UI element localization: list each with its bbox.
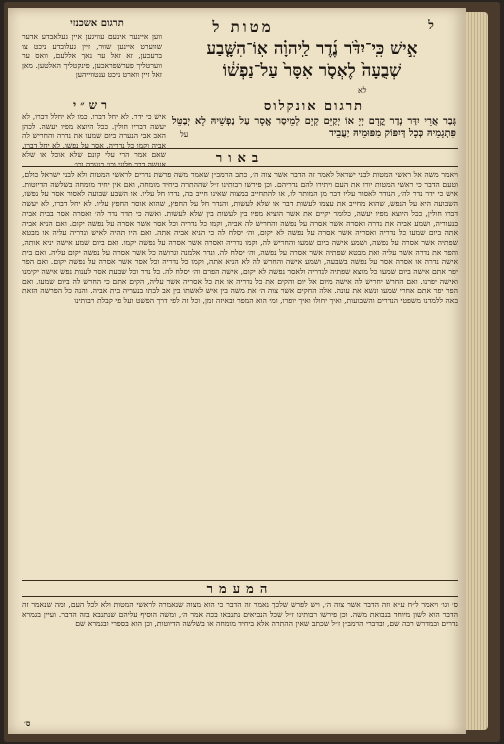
onkelos-heading: תרגום אונקלוס: [263, 99, 365, 114]
rashi-commentary: איש כי ידר. לא יחל דברו. כמו לא יחלל דברו, לא יעשה דבריו חולין. ככל היוצא מפיו יעשה. לכהן האב אבי הנערה ביום שמעו את נדרה והחריש לה אביה וקמו כל נדריה. אסר על נפשו, לא יחל דברו, שאם אמר הרי עלי קונם שלא אוכל או שלא אעשה דבר פלוני וכו׳ בנערה וכו׳: [22, 112, 166, 169]
biur-heading: באור: [215, 151, 265, 166]
biur-commentary: ויאמר משה אל ראשי המטות לבני ישראל לאמר זה הדבר אשר צוה ה׳, כתב הרמב״ן שאמר משה פרשת נדרים לראשי המטות ולא לבני ישראל כולם, וטעם הדבר כי ראשי המטות יורו את העם ויתירו להם נדריהם. וכן פירשו רבותינו ז״ל שההתרה ביחיד מומחה, ואם אין יחיד מומחה בשלשה הדיוטות. איש כי ידר נדר לה׳, הנודר לאסור עליו דבר מן המותר לו, או להתחייב במצוה שאינו חייב בה, נדרו חל עליו. או השבע שבועה לאסור אסר על נפשו, השבועה היא על הנפש, שהוא מחייב את עצמו לעשות דבר או שלא לעשות, והנדר חל על החפץ, שהוא אוסר החפץ עליו. לא יחל דברו, לא יעשה דברו חולין, ככל היוצא מפיו יעשה, כלומר יקיים את אשר הוציא מפיו בין לעשות בין שלא לעשות. ואשה כי תדר נדר לה׳ ואסרה אסר בבית אביה בנעוריה, ושמע אביה את נדרה ואסרה אשר אסרה על נפשה והחריש לה אביה, וקמו כל נדריה וכל אסר אשר אסרה על נפשה יקום. ואם הניא אביה אתה ביום שמעו כל נדריה ואסריה אשר אסרה על נפשה לא יקום, וה׳ יסלח לה כי הניא אביה אתה. ואם היו תהיה לאיש ונדריה עליה או מבטא שפתיה אשר אסרה על נפשה, ושמע אישה ביום שמעו והחריש לה, וקמו נדריה ואסרה אשר אסרה על נפשה יקמו. ואם ביום שמע אישה יניא אותה, והפר את נדרה אשר עליה ואת מבטא שפתיה אשר אסרה על נפשה, וה׳ יסלח לה. ונדר אלמנה וגרושה כל אשר אסרה על נפשה יקום עליה. ואם בית אישה נדרה או אסרה אסר על נפשה בשבעה, ושמע אישה והחרש לה לא הניא אתה, וקמו כל נדריה וכל אסר אשר אסרה על נפשה יקום. ואם הפר יפר אתם אישה ביום שמעו כל מוצא שפתיה לנדריה ולאסר נפשה לא יקום, אישה הפרם וה׳ יסלח לה. כל נדר וכל שבעת אסר לענות נפש אישה יקימנו ואישה יפרנו. ואם החרש יחריש לה אישה מיום אל יום והקים את כל נדריה או את כל אסריה אשר עליה, הקים אתם כי החרש לה ביום שמעו. ואם הפר יפר אתם אחרי שמעו ונשא את עונה. אלה החקים אשר צוה ה׳ את משה בין איש לאשתו בין אב לבתו בנעריה בית אביה. והנה כל הפרשה הזאת באה ללמדנו משפטי הנדרים והשבועות, ואיך יחולו ואיך יופרו, ומי הוא המפר ובאיזה זמן, וכל זה לפי דרך הפשט ועל פי קבלת רבותינו: [22, 170, 458, 306]
onkelos-text: גְּבַר אֲרֵי יִדַּר נְדַר קֳדָם יְיָ אוֹ יְקַיֵּם קְיָם לְמֵיסַר אֱסָר עַל נַפְשֵׁיהּ לָא יְבַטֵּל פִּתְגָמֵיהּ כְּכָל דְּיִפּוֹק מִפּוּמֵיהּ יַעֲבֵיד: [172, 116, 456, 139]
parasha-title: מטות ל: [212, 18, 274, 36]
maamar-commentary: ס׳ וגו׳ ויאמר ל״ח ע״א וזה הדבר אשר צוה ה׳, ויש לפרש שלכך נאמר זה הדבר כי הוא מצוה שנאמרה לראשי המטות ולא לכל העם, ומה שנאמר זה הדבר הוא לשון מיוחד בנבואת משה. וכן פירשו רבותינו ז״ל שכל הנביאים נתנבאו בכה אמר ה׳, ומשה הוסיף עליהם שנתנבא בזה הדבר. ועיין בגמרא נדרים ובמדרש רבה שם, ובדברי הרמב״ן ז״ל שכתב שאין ההתרה אלא ביחיד מומחה או בשלשה הדיוטות, וכן הוא בספרי ובגמרא שם: [22, 600, 458, 629]
maamar-heading: המעמר: [206, 582, 274, 597]
rashi-heading: רש״י: [72, 98, 112, 112]
verse-line-2: שְׁבֻעָה֙ לֶאְסֹ֤ר אִסָּר֙ עַל־נַפְשׁ֔וֹ: [222, 61, 402, 81]
biblical-verse: [168, 38, 456, 82]
onkelos-number: על: [180, 130, 189, 139]
divider-rule: [22, 596, 458, 597]
targum-ashkenazi-text: ווען איינער אינעם עוויגען איין געלאבדע אדער שווערט איינען שווּר, זיין געלובדע ניכט צו ברעכען, זא זאל ער נאך אללעם, וואס ער ווערטליך פערשפראכען, פינקטליך האלטען. מאן זאל זיין ווארט ניכט ענטווייהען: [22, 32, 162, 79]
page-edges: [466, 12, 488, 730]
verse-number: לא: [358, 86, 367, 95]
book-page: [8, 8, 466, 734]
divider-rule: [22, 148, 458, 149]
chapter-mark: ל: [428, 18, 434, 32]
verse-line-1: אִ֣ישׁ כִּֽי־יִדֹּ֨ר נֶ֜דֶר לַֽיהוָ֗ה אֽוֹ־הִשָּׁ֤בַע: [206, 39, 418, 59]
targum-ashkenazi-header: תרגום אשכנזי: [70, 18, 124, 29]
divider-rule: [22, 166, 458, 167]
catchword: ס׳: [24, 718, 31, 728]
